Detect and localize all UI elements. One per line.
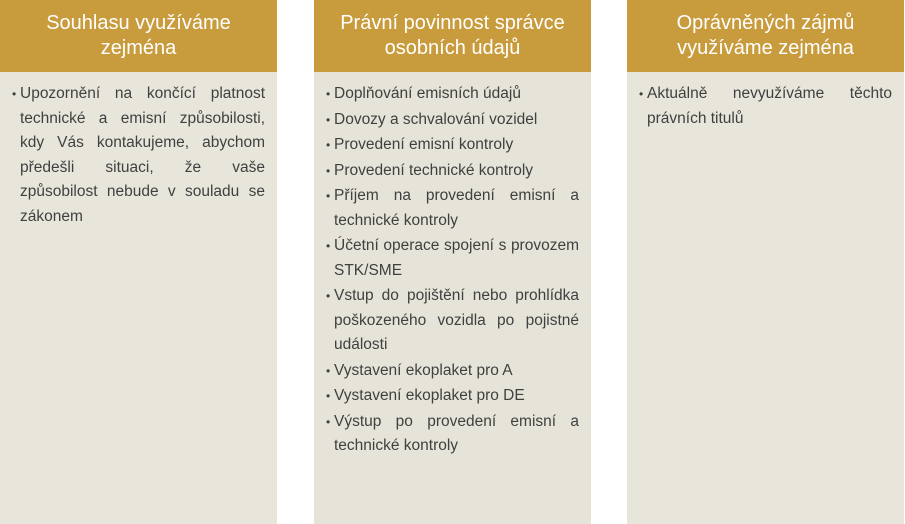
column-body-consent — [0, 72, 277, 524]
bullet-list — [12, 82, 265, 229]
bullet-icon: • — [639, 87, 644, 101]
column-header-legal-obligation — [314, 0, 591, 72]
column-title: Souhlasu využíváme zejména — [46, 12, 231, 59]
list-item: • Vystavení ekoplaket pro DE — [326, 384, 579, 409]
list-item: • Dovozy a schvalování vozidel — [326, 108, 579, 133]
bullet-icon: • — [326, 112, 331, 127]
bullet-icon: • — [326, 138, 331, 152]
list-item: • Provedení emisní kontroly — [326, 133, 579, 158]
list-item: • Výstup po provedení emisní a technické kontroly — [326, 410, 579, 459]
list-item: • Vstup do pojištění nebo prohlídka poškozeného vozidla po pojistné události — [326, 284, 579, 358]
column-title: Právní povinnost správce osobních údajů — [340, 12, 565, 59]
list-item: • Účetní operace spojení s provozem STK/SME — [326, 234, 579, 283]
list-item: • Aktuálně nevyužíváme těchto právních titulů — [639, 82, 892, 131]
column-body-legal-obligation — [314, 72, 591, 524]
bullet-icon: • — [326, 163, 331, 178]
bullet-icon: • — [326, 189, 331, 203]
list-item: • Vystavení ekoplaket pro A — [326, 359, 579, 384]
column-body-legitimate-interest — [627, 72, 904, 524]
list-item: • Upozornění na končící platnost technické a emisní způsobilosti, kdy Vás kontakujeme, abychom předešli situaci, že vaše způsobilost nebude v souladu se zákonem — [12, 82, 265, 229]
bullet-icon: • — [326, 87, 331, 101]
column-title: Oprávněných zájmů využíváme zejména — [676, 12, 855, 59]
column-legal-obligation — [314, 0, 591, 524]
column-consent — [0, 0, 277, 524]
bullet-icon: • — [326, 414, 331, 429]
bullet-icon: • — [326, 239, 331, 253]
column-header-consent — [0, 0, 277, 72]
column-legitimate-interest — [627, 0, 904, 524]
bullet-icon: • — [326, 363, 331, 378]
column-header-legitimate-interest — [627, 0, 904, 72]
bullet-icon: • — [326, 389, 331, 403]
list-item: • Provedení technické kontroly — [326, 159, 579, 184]
bullet-icon: • — [12, 87, 17, 101]
list-item: • Příjem na provedení emisní a technické kontroly — [326, 184, 579, 233]
list-item: • Doplňování emisních údajů — [326, 82, 579, 107]
bullet-icon: • — [326, 289, 331, 303]
bullet-list — [639, 82, 892, 131]
bullet-list — [326, 82, 579, 459]
